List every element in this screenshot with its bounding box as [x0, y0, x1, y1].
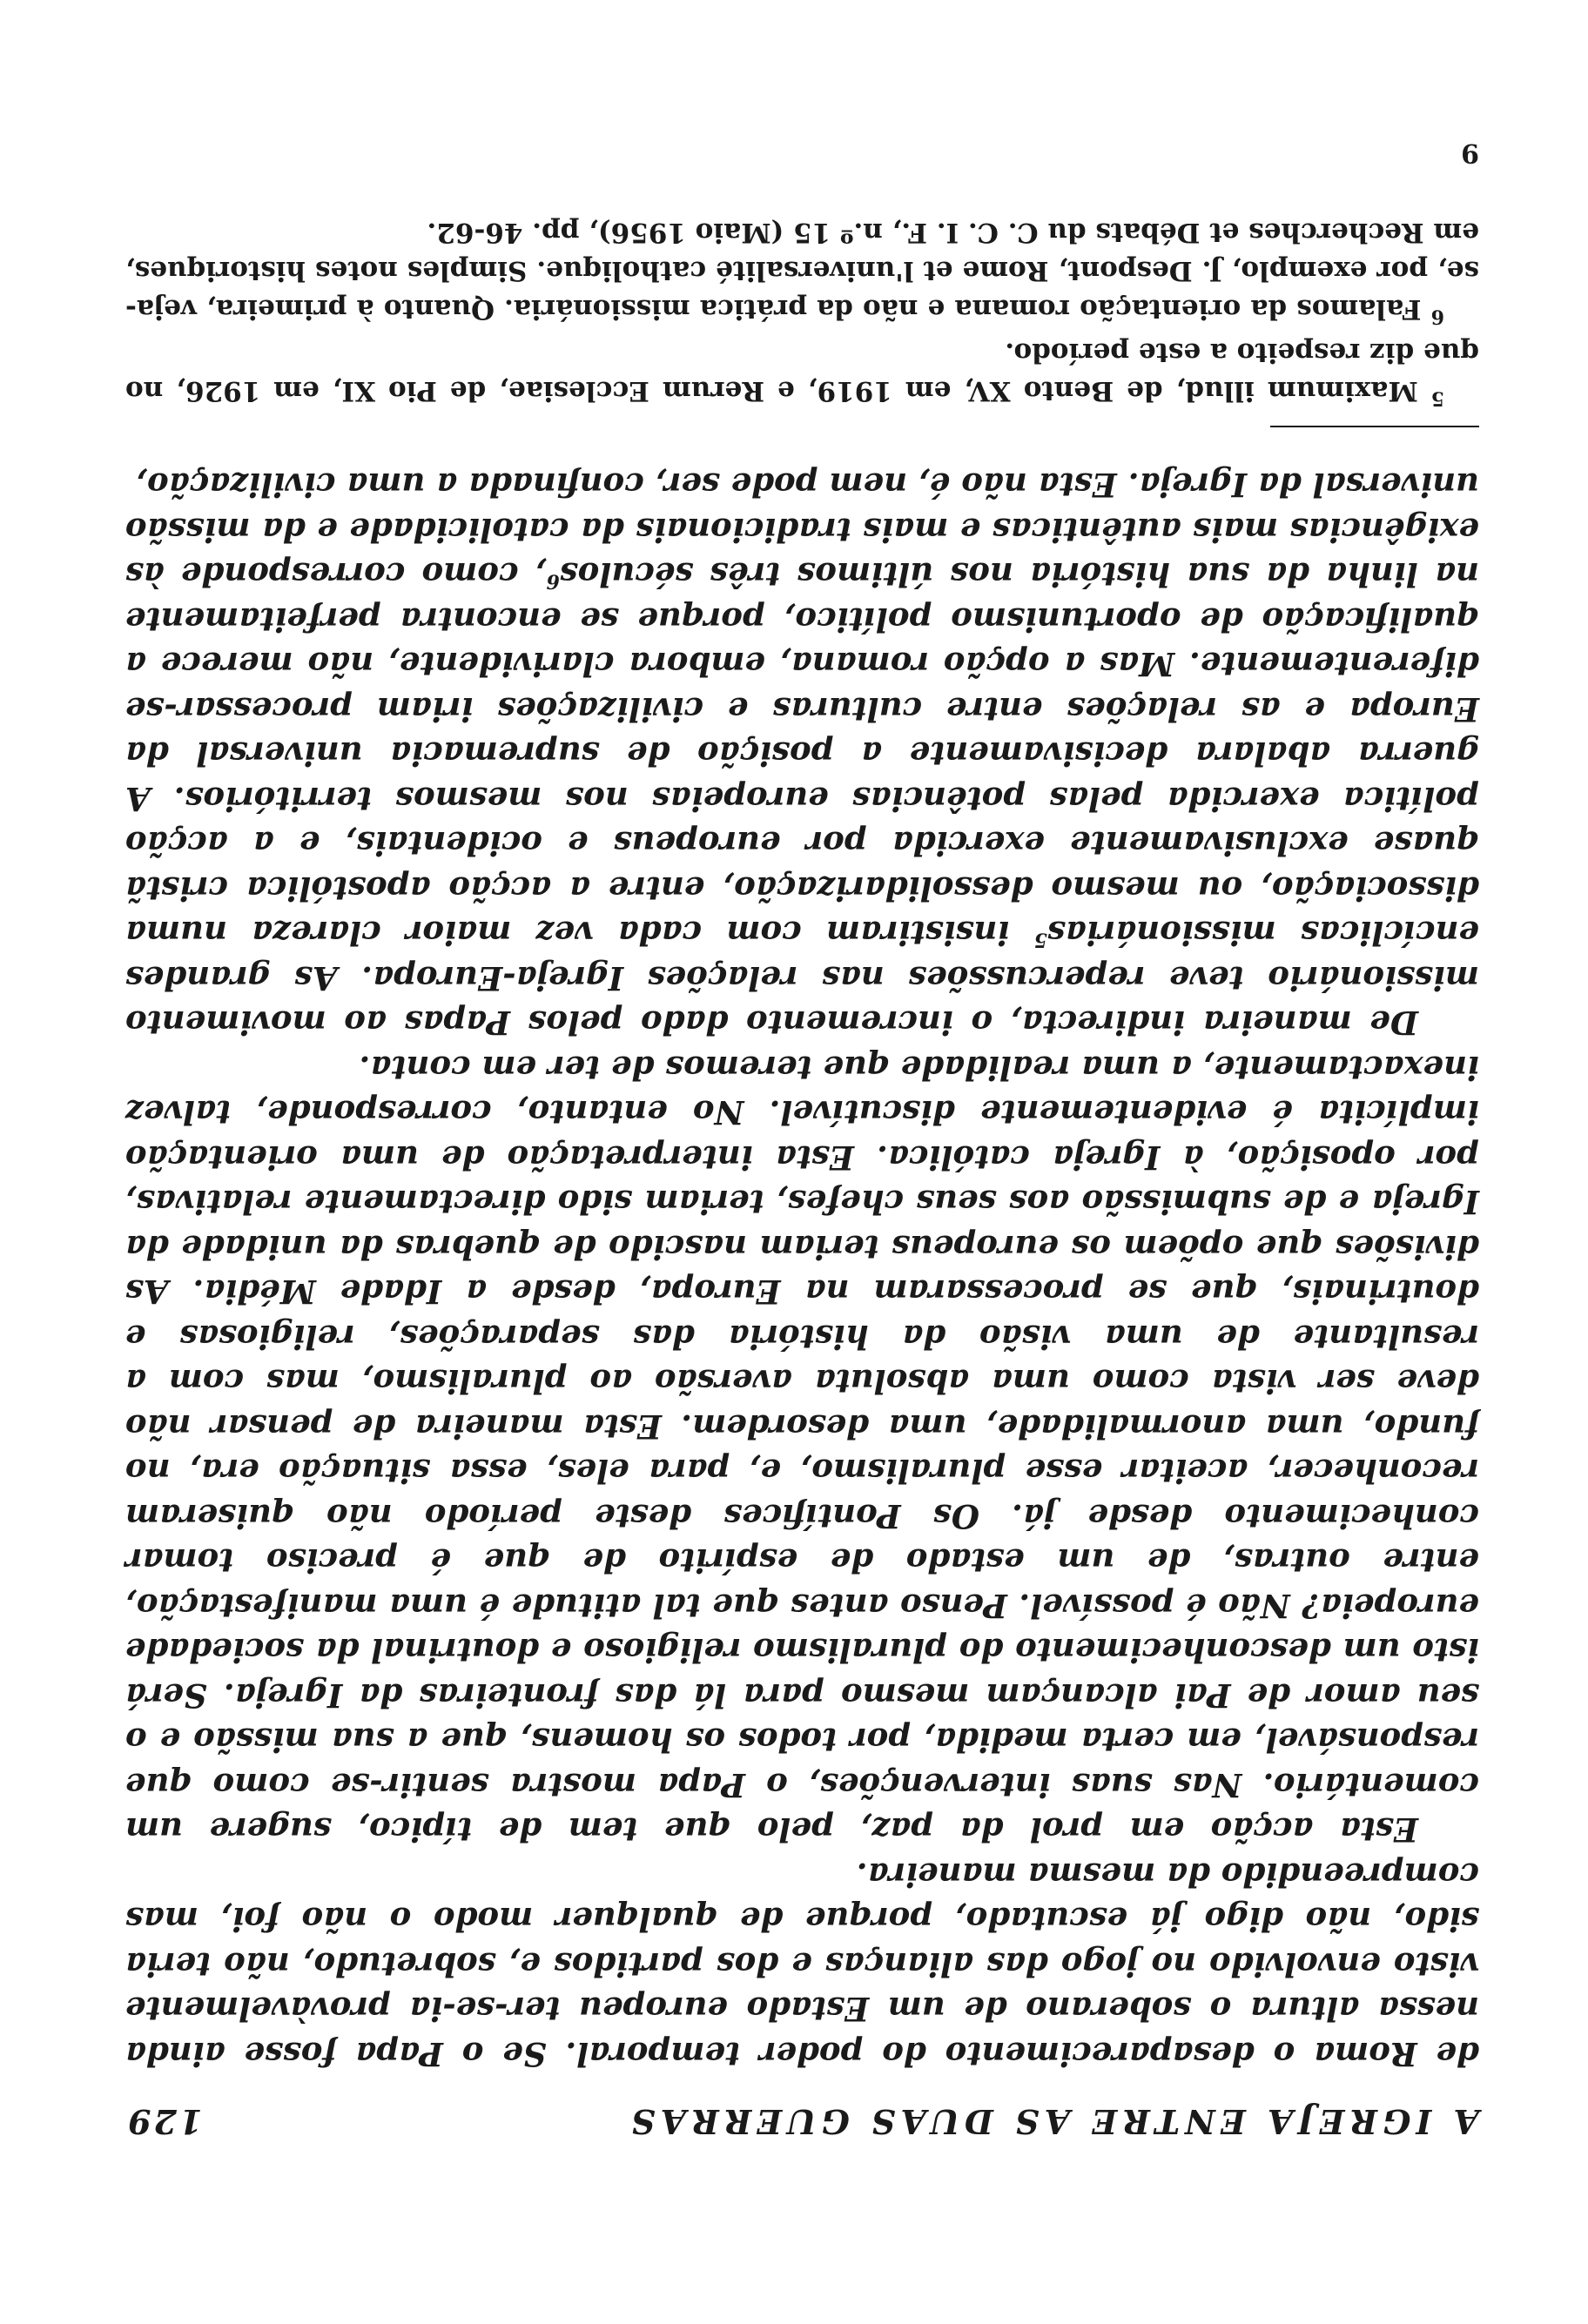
page-content [125, 138, 1479, 2141]
footnote-6 [125, 213, 1479, 328]
body-text [125, 462, 1479, 2076]
footnotes [125, 213, 1479, 410]
footnote-5-mark: 5 [1430, 386, 1444, 410]
footnote-6-mark: 6 [1430, 305, 1444, 328]
footnote-ref-6: 6 [546, 569, 560, 593]
signature-mark: 9 [1461, 138, 1479, 168]
footnote-5 [125, 333, 1479, 410]
page-number: 129 [125, 2102, 203, 2141]
paragraph-2: Esta acção em prol da paz, pelo que tem de típico, sugere um comentário. Nas suas intervenções, o Papa mostra sentir-se como que responsável, em certa medida, por todos os homens, que a sua missão e o seu amor de Pai alcançam mesmo para lá das fronteiras da Igreja. Será isto um desconhecimento do pluralismo religioso e doutrinal da sociedade europeia? Não é possível. Penso antes que tal atitude é uma manifestação, entre outras, de um estado de espírito de que é preciso tomar conhecimento desde já. Os Pontífices deste período não quiseram reconhecer, aceitar esse pluralismo, e, para eles, essa situação era, no fundo, uma anormalidade, uma desordem. Esta maneira de pensar não deve ser vista como uma absoluta aversão ao pluralismo, mas com a resultante de uma visão da história das separações, religiosas e doutrinais, que se processaram na Europa, desde a Idade Média. As divisões que opõem os europeus teriam nascido de quebras da unidade da Igreja e de submissão aos seus chefes, teriam sido directamente relativas, por oposição, à Igreja católica. Esta interpretação de uma orientação implícita é evidentemente discutível. No entanto, corresponde, talvez inexactamente, a uma realidade que teremos de ter em conta. [125, 1049, 1479, 1850]
paragraph-1: de Roma o desaparecimento do poder temporal. Se o Papa fosse ainda nessa altura o soberano de um Estado europeu ter-se-ia provàvelmente visto envolvido no jogo das alianças e dos partidos e, sobretudo, não teria sido, não digo já escutado, porque de qualquer modo o não foi, mas compreendido da mesma maneira. [125, 1856, 1479, 2073]
running-title: A IGREJA ENTRE AS DUAS GUERRAS [626, 2102, 1479, 2141]
footnote-ref-5: 5 [1033, 928, 1047, 951]
running-head [125, 2102, 1479, 2141]
paragraph-3-part-3: , como corresponde às exigências mais autênticas e mais tradicionais da catolicidade e da missão universal da Igreja. Esta não é, nem pode ser, confinada a uma civilização, [124, 466, 1479, 594]
paragraph-3-part-1: De maneira indirecta, o incremento dado pelos Papas ao movimento missionário teve repercussões nas relações Igreja-Europa. As grandes encíclicas missionárias [125, 914, 1479, 1043]
footnote-5-text: Maximum illud, de Bento XV, em 1919, e Rerum Ecclesiae, de Pio XI, em 1926, no que diz respeito a este período. [125, 337, 1479, 406]
paragraph-3 [125, 462, 1479, 1045]
paragraph-3-part-2: insistiram com cada vez maior clareza numa dissociação, ou mesmo dessolidarização, entre a acção apostólica cristã quase exclusivamente exercida por europeus e ocidentais, e a acção política exercida pelas potências europeias nos mesmos territórios. A guerra abalara decisivamente a posição de supremacia universal da Europa e as relações entre culturas e civilizações iriam processar-se diferentemente. Mas a opção romana, embora clarividente, não merece a qualificação de oportunismo político, porque se encontra perfeitamente na linha da sua história nos últimos três séculos [125, 555, 1479, 953]
footnote-6-text: Falamos da orientação romana e não da prática missionária. Quanto à primeira, veja-se, por exemplo, J. Despont, Rome et l'universalité catholique. Simples notes historiques, em Recherches et Débats du C. C. I. F., n.º 15 (Maio 1956), pp. 46-62. [125, 217, 1479, 325]
footnote-divider [1270, 426, 1479, 427]
